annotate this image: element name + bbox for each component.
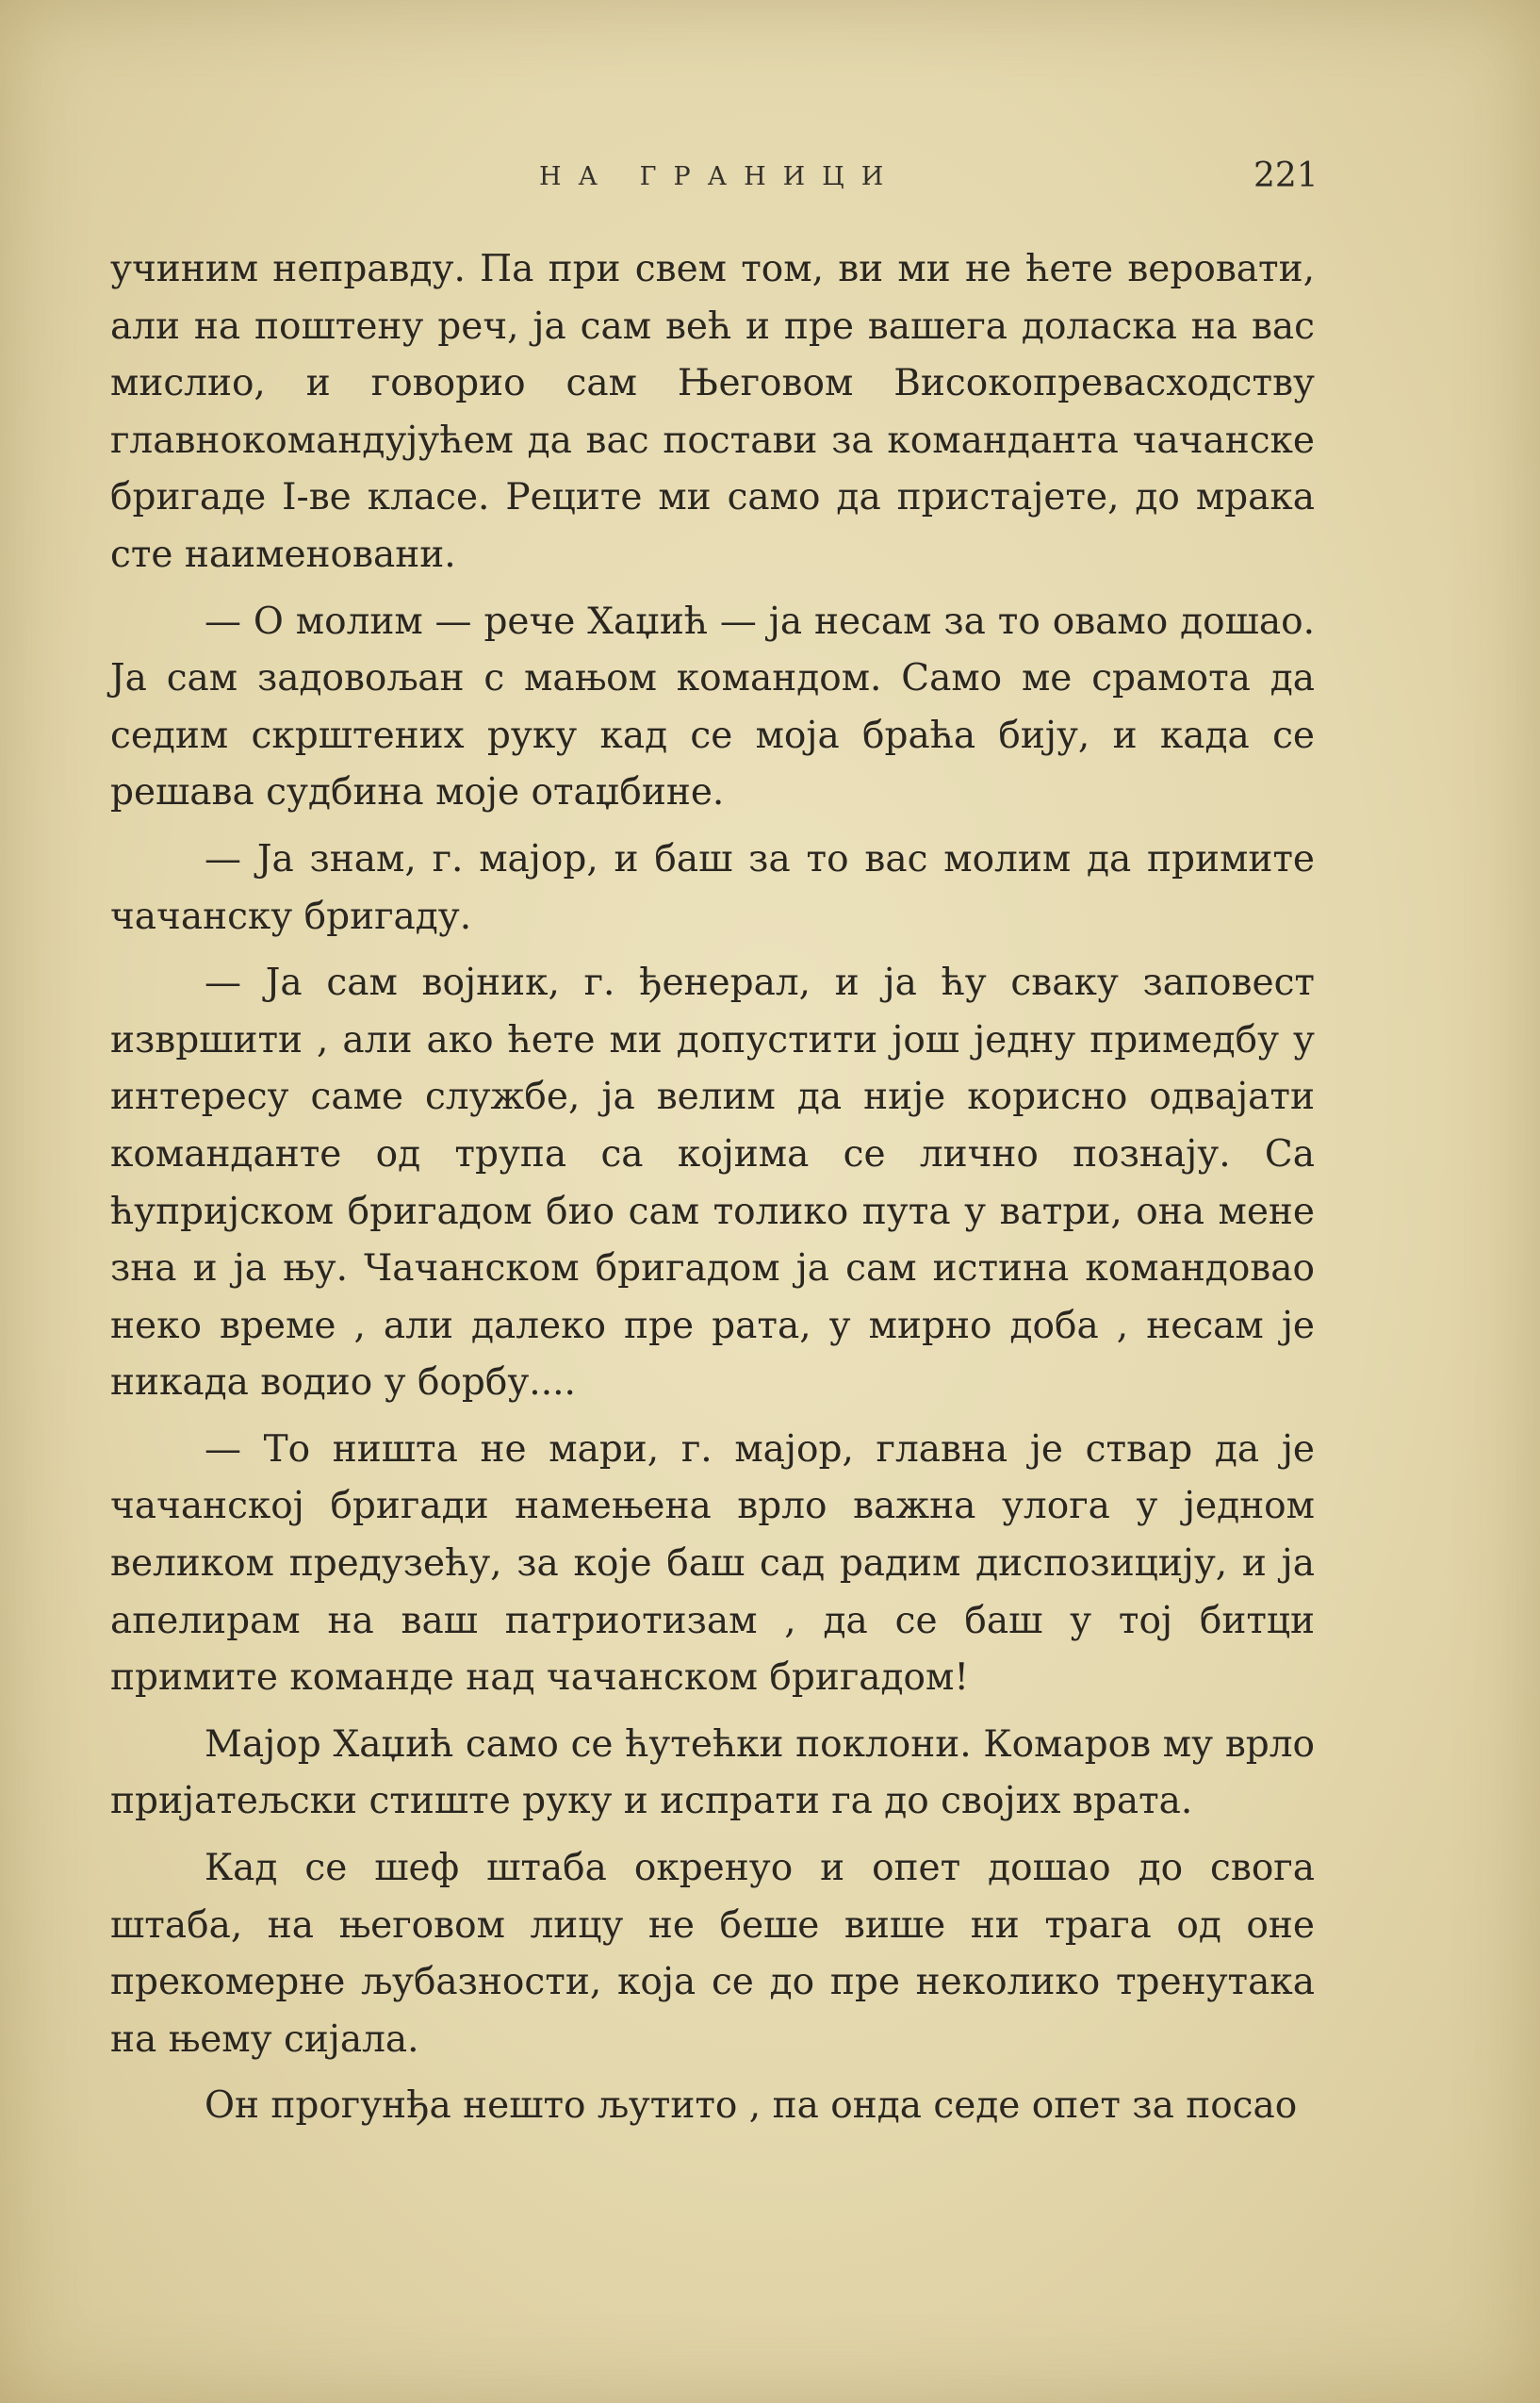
paragraph: Мајор Хаџић само се ћутећки поклони. Комаров му врло пријатељски стиште руку и испрати га до својих врата.	[110, 1722, 1315, 1823]
paragraph: — Ја сам војник, г. ђенерал, и ја ћу сваку заповест извршити , али ако ћете ми допустити још једну примедбу у интересу саме службе, ја велим да није корисно одвајати команданте од трупа са којима се лично познају. Са ћупријском бригадом био сам толико пута у ватри, она мене зна и ја њу. Чачанском бригадом ја сам истина командовао неко време , али далеко пре рата, у мирно доба , несам је никада водио у борбу....	[110, 962, 1315, 1405]
paragraph: — О молим — рече Хаџић — ја несам за то овамо дошао. Ја сам задовољан с мањом командом. Само ме срамота да седим скрштених руку кад се моја браћа бију, и када се решава судбина моје отаџбине.	[110, 600, 1315, 815]
paragraph: Он прогунђа нешто љутито , па онда седе опет за посао	[205, 2084, 1298, 2128]
paragraph: — То ништа не мари, г. мајор, главна је ствар да је чачанској бригади намењена врло важна улога у једном великом предузећу, за које баш сад радим диспозицију, и ја апелирам на ваш патриотизам , да се баш у тој битци примите команде над чачанском бригадом!	[110, 1427, 1315, 1700]
running-head	[0, 158, 1540, 196]
paragraph: — Ја знам, г. мајор, и баш за то вас молим да примите чачанску бригаду.	[110, 837, 1315, 938]
running-title: НА ГРАНИЦИ	[539, 162, 901, 191]
body-text	[110, 241, 1315, 2145]
paragraph: Кад се шеф штаба окренуо и опет дошао до свога штаба, на његовом лицу не беше више ни трага од оне прекомерне љубазности, која се до пре неколико тренутака на њему сијала.	[110, 1847, 1315, 2061]
page-number: 221	[1253, 156, 1319, 195]
paragraph: учиним неправду. Па при свем том, ви ми не ћете веровати, али на поштену реч, ја сам већ и пре вашега доласка на вас мислио, и говорио сам Његовом Високопревасходству главнокомандујућем да вас постави за команданта чачанске бригаде I-ве класе. Реците ми само да пристајете, до мрака сте наименовани.	[110, 248, 1315, 576]
